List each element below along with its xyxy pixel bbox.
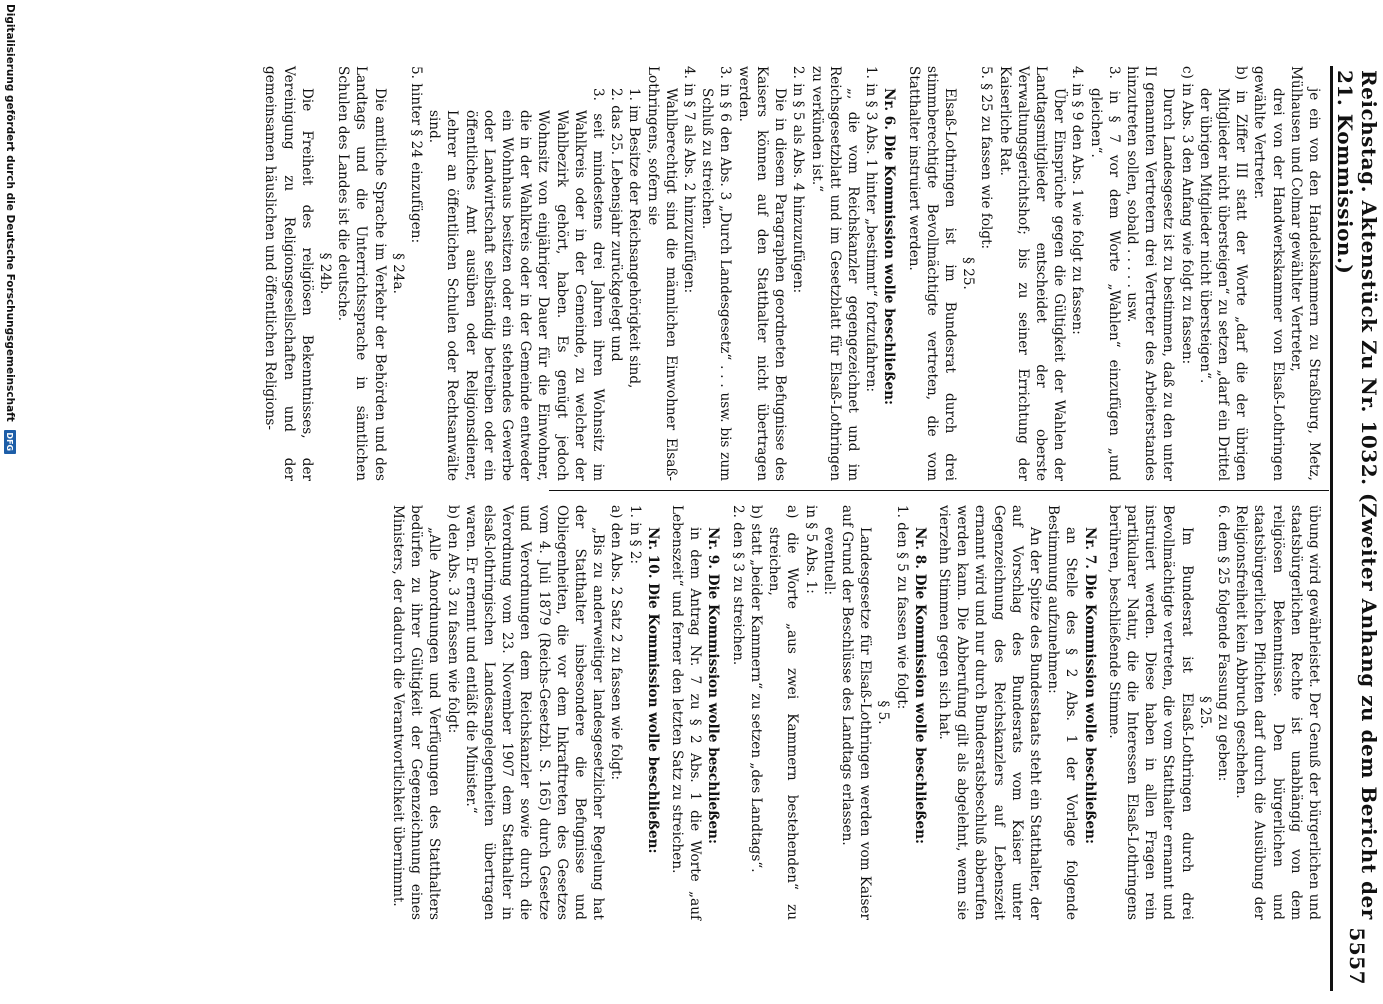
paragraph: b) den Abs. 3 zu fassen wie folgt: bbox=[444, 505, 461, 734]
paragraph: 2. in § 5 als Abs. 4 hinzuzufügen: bbox=[790, 66, 807, 294]
paragraph: a) die Worte „aus zwei Kammern bestehenden“ zu streichen, bbox=[766, 505, 801, 920]
paragraph: in § 5 Abs. 1: bbox=[802, 505, 819, 594]
paragraph: a) den Abs. 2 Satz 2 zu fassen wie folgt: bbox=[608, 505, 625, 781]
paragraph: 5. § 25 zu fassen wie folgt: bbox=[978, 66, 995, 250]
paragraph: b) statt „beider Kammern“ zu setzen „des Landtags“. bbox=[747, 505, 764, 873]
paragraph: Elsaß-Lothringen ist im Bundesrat durch drei stimmberechtigte Bevollmächtigte vertreten, die vom Statthalter instruiert werden. bbox=[905, 66, 958, 481]
paragraph: 4. in § 7 als Abs. 2 hinzuzufügen: bbox=[681, 66, 698, 294]
paragraph: Nr. 7. Die Kommission wolle beschließen: bbox=[1081, 527, 1098, 845]
header-title: Reichstag. Aktenstück Zu Nr. 1032. (Zweiter Anhang zu dem Bericht der 21. Kommission.) bbox=[1333, 70, 1381, 920]
paragraph: Die amtliche Sprache im Verkehr der Behörden und des Landtags und die Unterrichtssprache in sämtlichen Schulen des Landes ist die deutsche. bbox=[335, 66, 388, 481]
paragraph: Nr. 10. Die Kommission wolle beschließen: bbox=[644, 527, 661, 854]
paragraph: je ein von den Handelskammern zu Straßburg, Metz, Mülhausen und Colmar gewählter Vertreter, bbox=[1287, 66, 1322, 481]
paragraph: „, die vom Reichskanzler gegengezeichnet und im Reichsgesetzblatt und im Gesetzblatt für Elsaß-Lothringen zu verkünden ist.“ bbox=[808, 66, 861, 481]
paragraph: Landesgesetze für Elsaß-Lothringen werden vom Kaiser auf Grund der Beschlüsse des Landtags erlassen. bbox=[838, 505, 874, 920]
paragraph: an Stelle des § 2 Abs. 1 der Vorlage folgende Bestimmung aufzunehmen: bbox=[1045, 505, 1080, 920]
paragraph: An der Spitze des Bundesstaats steht ein Statthalter, der auf Vorschlag des Bundesrats vom Kaiser unter Gegenzeichnung des Reichskanzlers auf Lebenszeit ernannt wird und nur durch Bundesratsbeschluß abberufen werden kann. Die Abberufung gilt als abgelehnt, wenn sie vierzehn Stimmen gegen sich hat. bbox=[935, 505, 1043, 920]
column-divider bbox=[549, 490, 1329, 491]
paragraph: c) in Abs. 3 den Anfang wie folgt zu fassen: bbox=[1178, 66, 1195, 365]
paragraph: Die Freiheit des religiösen Bekenntnisses, der Vereinigung zu Religionsgesellschaften und der gemeinsamen häuslichen und öffentlichen Religions- bbox=[262, 66, 315, 481]
footer bbox=[3, 0, 17, 1004]
paragraph: Über Einsprüche gegen die Gültigkeit der Wahlen der Landtagsmitglieder entscheidet der oberste Verwaltungsgerichtshof; bis zu seiner Errichtung der Kaiserliche Rat. bbox=[996, 66, 1068, 481]
header-rule bbox=[1330, 66, 1333, 991]
paragraph: 3. in § 7 vor dem Worte „Wahlen“ einzufügen „und gleichen“. bbox=[1087, 66, 1122, 481]
paragraph: „Bis zu anderweitiger landesgesetzlicher Regelung hat der Statthalter insbesondere die Befugnisse und Obliegenheiten, die vor dem Inkrafttreten des Gesetzes vom 4. Juli 1879 (Reichs-Gesetzbl. S. 165) durch Gesetze und Verordnungen dem Reichskanzler sowie durch die Verordnung vom 23. November 1907 dem Statthalter in elsaß-lothringischen Landesangelegenheiten übertragen waren. Er ernennt und entläßt die Minister.“ bbox=[462, 505, 607, 920]
page-header bbox=[1333, 70, 1381, 985]
paragraph: Wahlberechtigt sind die männlichen Einwohner Elsaß-Lothringens, sofern sie bbox=[644, 66, 679, 481]
paragraph: § 25. bbox=[960, 257, 977, 290]
paragraph: Die in diesem Paragraphen geordneten Befugnisse des Kaisers können auf den Statthalter nicht übertragen werden. bbox=[735, 66, 789, 481]
paragraph: 1. den § 5 zu fassen wie folgt: bbox=[893, 505, 910, 710]
paragraph: Nr. 6. Die Kommission wolle beschließen: bbox=[881, 88, 898, 406]
paragraph: eventuell: bbox=[820, 527, 837, 596]
paragraph: drei von der Handwerkskammer von Elsaß-Lothringen gewählte Vertreter. bbox=[1251, 66, 1286, 481]
left-column bbox=[262, 66, 1323, 481]
paragraph: „Alle Anordnungen und Verfügungen des Statthalters bedürfen zu ihrer Gültigkeit der Gegenzeichnung eines Ministers, der dadurch die Verantwortlichkeit übernimmt. bbox=[390, 505, 443, 920]
paragraph: 5. hinter § 24 einzufügen: bbox=[408, 66, 425, 244]
paragraph: § 24a. bbox=[389, 253, 406, 294]
paragraph: Durch Landesgesetz ist zu bestimmen, daß zu den unter II genannten Vertretern drei Vertreter des Arbeiterstandes hinzutreten sollen, sobald . . . . . usw. bbox=[1123, 66, 1177, 481]
paragraph: Nr. 9. Die Kommission wolle beschließen: bbox=[705, 527, 722, 845]
paragraph: 1. im Besitze der Reichsangehörigkeit sind, bbox=[626, 88, 643, 389]
paragraph: § 24b. bbox=[317, 252, 334, 295]
paragraph: § 25. bbox=[1196, 696, 1213, 729]
dfg-logo: DFG bbox=[4, 430, 16, 454]
paragraph: b) in Ziffer III statt der Worte „darf die der übrigen Mitglieder nicht übersteigen“ zu setzen „darf ein Drittel der übrigen Mitglieder nicht übersteigen“. bbox=[1196, 66, 1250, 481]
paragraph: 3. in § 6 den Abs. 3 „Durch Landesgesetz“ . . . usw. bis zum Schluß zu streichen. bbox=[699, 66, 734, 481]
paragraph: 2. den § 3 zu streichen. bbox=[729, 505, 746, 666]
paragraph: 6. dem § 25 folgende Fassung zu geben: bbox=[1214, 505, 1231, 782]
paragraph: übung wird gewährleistet. Der Genuß der bürgerlichen und staatsbürgerlichen Rechte ist unabhängig von dem religiösen Bekenntnisse. Den bürgerlichen und staatsbürgerlichen Pflichten darf durch die Ausübung der Religionsfreiheit kein Abbruch geschehen. bbox=[1233, 505, 1322, 920]
paragraph: in dem Antrag Nr. 7 zu § 2 Abs. 1 die Worte „auf Lebenszeit“ und ferner den letzten Satz zu streichen. bbox=[669, 505, 704, 920]
paragraph: 2. das 25. Lebensjahr zurückgelegt und bbox=[608, 88, 625, 362]
paragraph: 1. in § 3 Abs. 1 hinter „bestimmt“ fortzufahren: bbox=[863, 66, 880, 393]
paragraph: 3. seit mindestens drei Jahren ihren Wohnsitz im Wahlkreis oder in der Gemeinde, zu welcher der Wahlbezirk gehört, haben. Es genügt jedoch Wohnsitz von einjähriger Dauer für die Einwohner, die in der Wahlkreis oder in der Gemeinde entweder ein Wohnhaus besitzen oder ein stehendes Gewerbe oder Landwirtschaft selbständig betreiben oder ein öffentliches Amt ausüben oder Religionsdiener, Lehrer an öffentlichen Schulen oder Rechtsanwälte sind. bbox=[426, 88, 607, 481]
paragraph: 4. in § 9 den Abs. 1 wie folgt zu fassen: bbox=[1069, 66, 1086, 335]
right-column bbox=[390, 505, 1323, 920]
paragraph: Im Bundesrat ist Elsaß-Lothringen durch drei Bevollmächtigte vertreten, die vom Statthalter ernannt und instruiert werden. Diese haben in allen Fragen rein partikularer Natur, die die Interessen Elsaß-Lothringens berühren, beschließende Stimme. bbox=[1105, 505, 1195, 920]
paragraph: Nr. 8. Die Kommission wolle beschließen: bbox=[911, 527, 928, 845]
page-number: 5557 bbox=[1345, 927, 1369, 985]
paragraph: § 5. bbox=[875, 700, 892, 725]
paragraph: 1. in § 2: bbox=[626, 505, 643, 565]
footer-text: Digitalisierung gefördert durch die Deutsche Forschungsgemeinschaft bbox=[4, 4, 16, 422]
